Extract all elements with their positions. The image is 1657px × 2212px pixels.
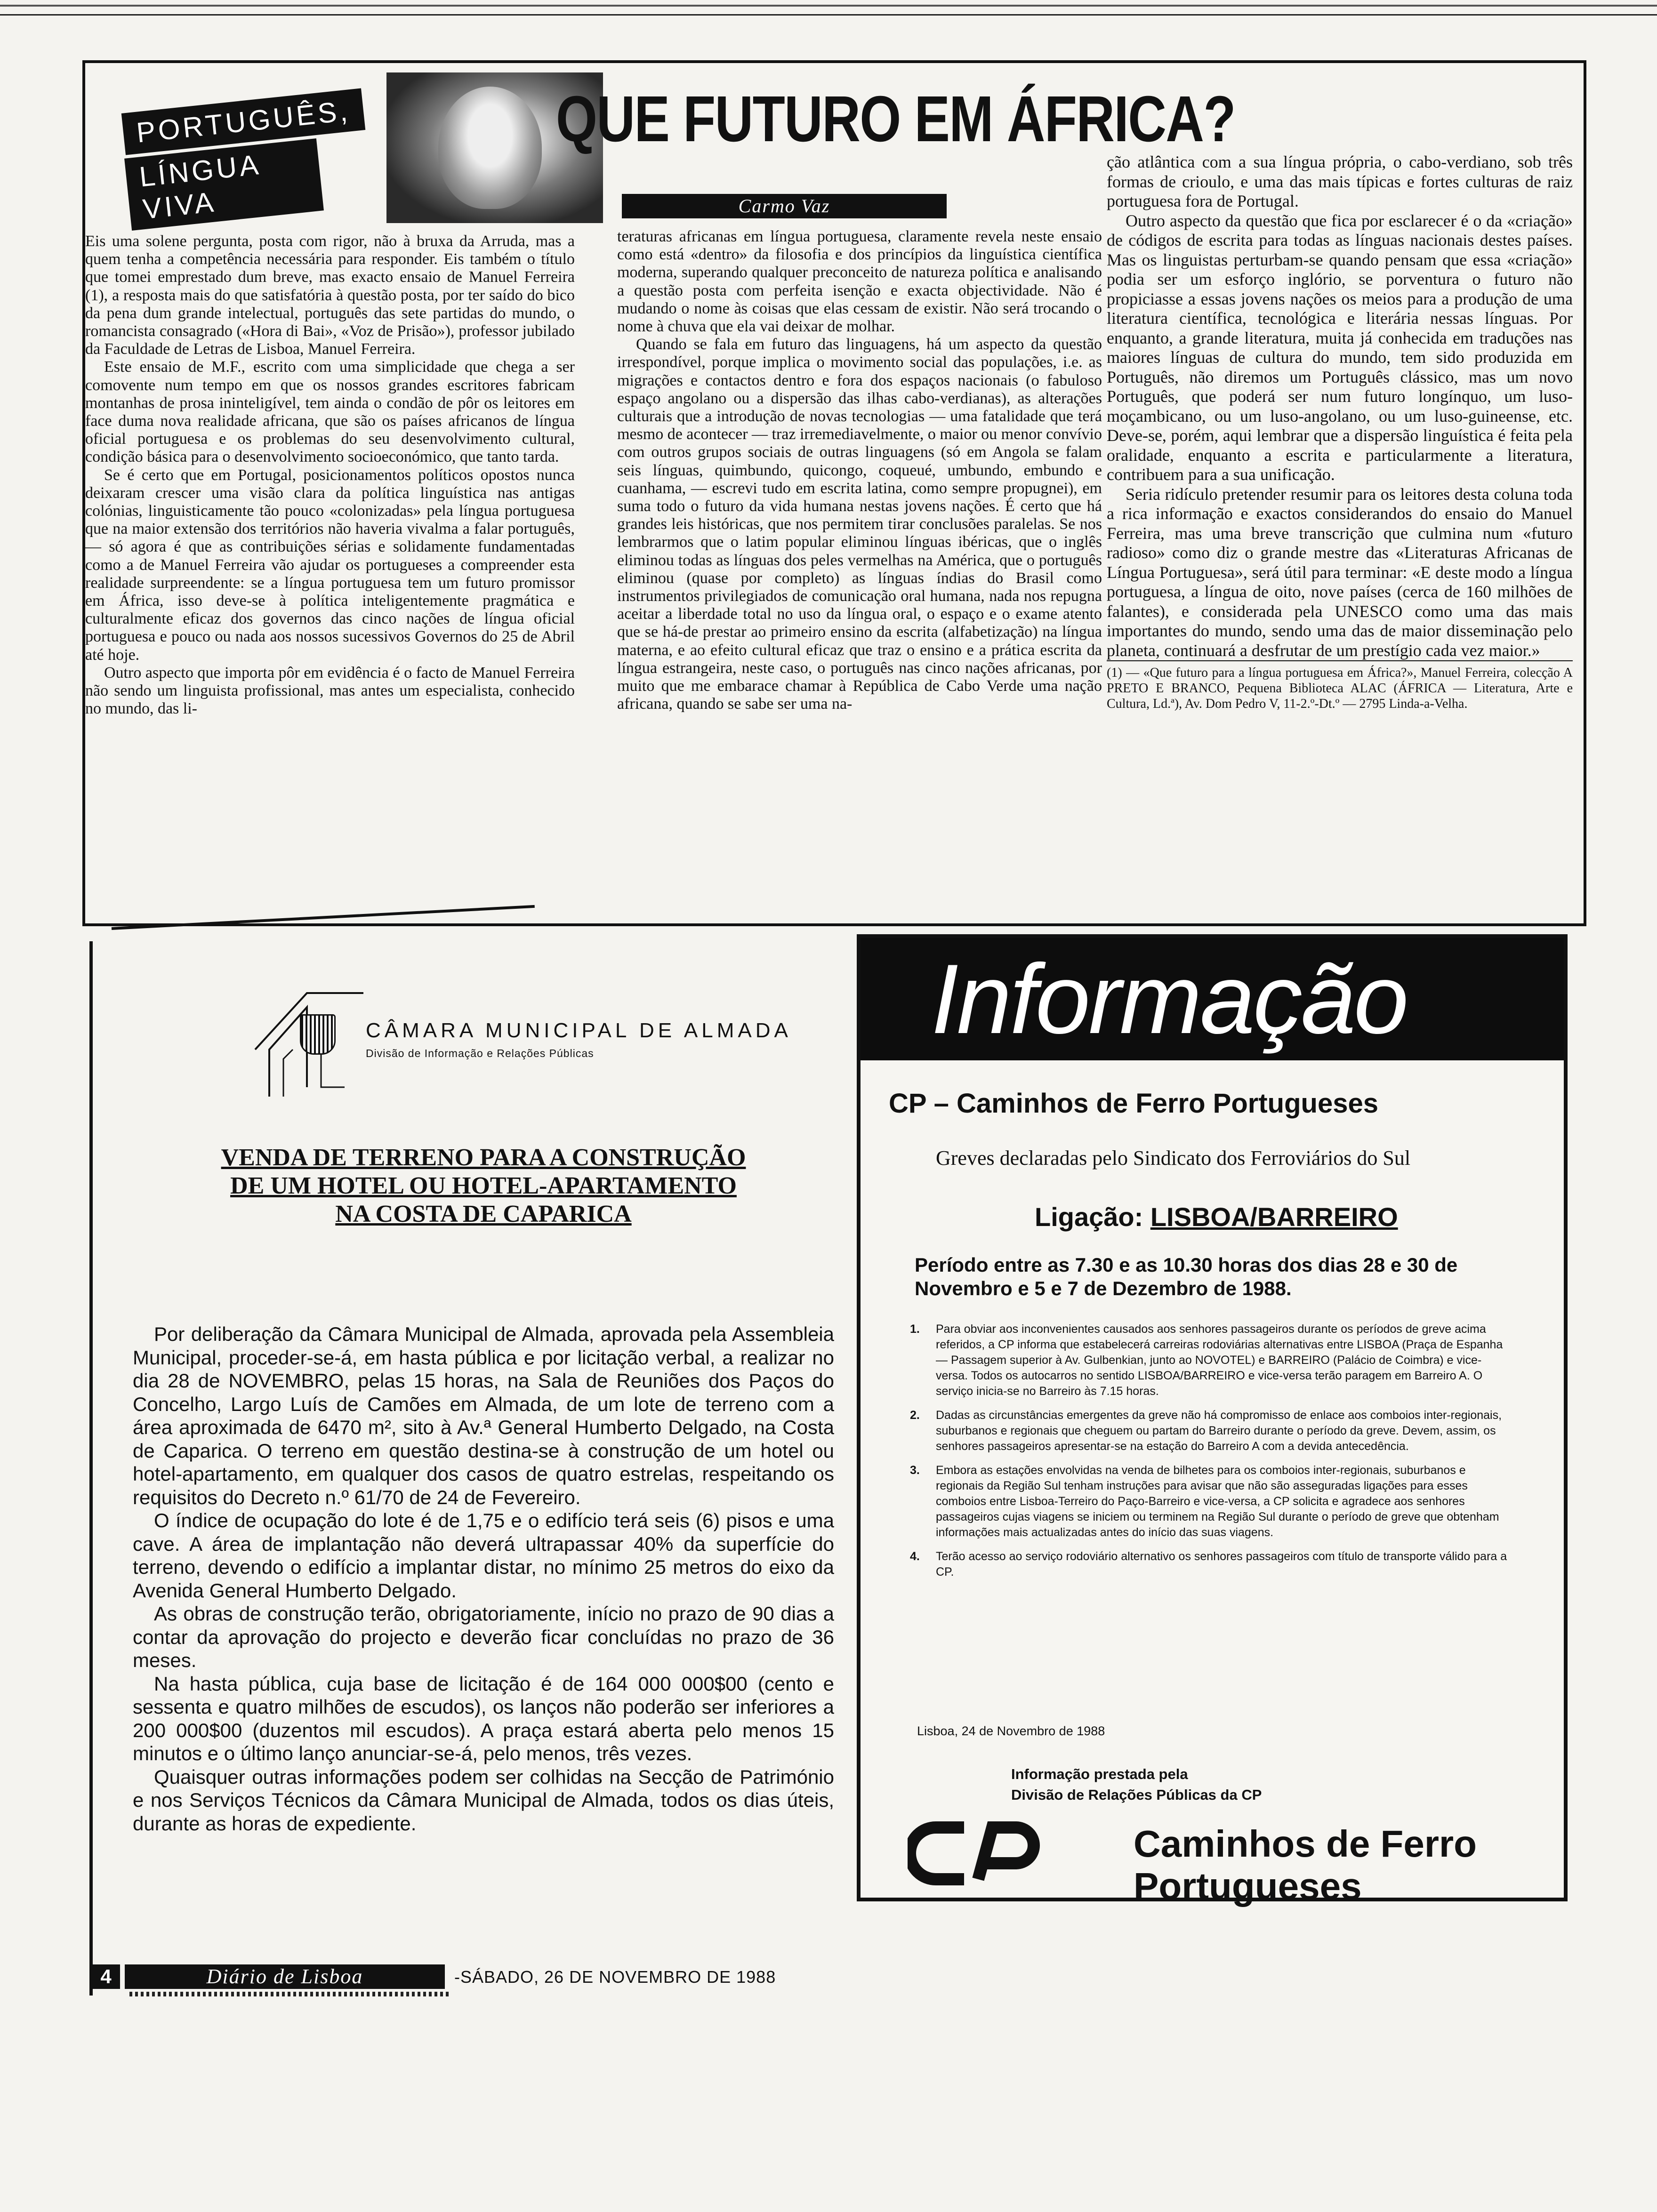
info-line: Informação prestada pela (1011, 1766, 1188, 1782)
paragraph: Outro aspecto da questão que fica por esclarecer é o da «criação» de códigos de escrita para todas as línguas nacionais destes países. Mas os linguistas perturbam-se quando pensam que essa «criação» podia ser um esforço inglório, se porventura o futuro não propiciasse a essas jovens nações os meios para a produção de uma literatura científica, tecnológica e literária nessas línguas. Por enquanto, a grande literatura, muita já conhecida em traduções nas maiores línguas de cultura do mundo, tem sido produzida em Português, não diremos um Português clássico, mas um novo Português, que poderá ser num futuro longínquo, um luso-moçambicano, ou um luso-angolano, ou um luso-guineense, etc. Deve-se, porém, aqui lembrar que a dispersão linguística é feita pela oralidade, enquanto a escrita e particularmente a literatura, contribuem para a sua unificação. (1107, 211, 1573, 484)
list-item (910, 1408, 1508, 1454)
ad-body (133, 1322, 834, 1835)
footer-date: -SÁBADO, 26 DE NOVEMBRO DE 1988 (454, 1967, 776, 1987)
list-item (910, 1322, 1508, 1399)
ad-title-line: DE UM HOTEL OU HOTEL-APARTAMENTO (230, 1172, 737, 1199)
article-byline: Carmo Vaz (622, 194, 947, 218)
item-number: 2. (910, 1409, 920, 1422)
item-text: Terão acesso ao serviço rodoviário alternativo os senhores passageiros com título de transporte válido para a CP. (936, 1550, 1507, 1579)
article-column-3 (1107, 152, 1573, 712)
item-text: Para obviar aos inconvenientes causados aos senhores passageiros durante os períodos de greve acima referidos, a CP informa que estabelecerá carreiras rodoviárias alternativas entre LISBOA (Praça de Espanha — Passagem superior à Av. Gulbenkian, junto ao NOVOTEL) e BARREIRO (Palácio de Coimbra) e vice-versa. Todos os autocarros no sentido LISBOA/BARREIRO e vice-versa terão paragem em Barreiro A. O serviço inicia-se no Barreiro às 7.15 horas. (936, 1322, 1503, 1398)
item-number: 3. (910, 1464, 920, 1477)
ad-title-line: NA COSTA DE CAPARICA (335, 1201, 632, 1227)
footnote: (1) — «Que futuro para a língua portuguesa em África?», Manuel Ferreira, colecção A PRETO E BRANCO, Pequena Biblioteca ALAC (ÁFRICA — Literatura, Arte e Cultura, Ld.ª), Av. Dom Pedro V, 11-2.º-Dt.º — 2795 Linda-a-Velha. (1107, 660, 1573, 712)
org-title: CÂMARA MUNICIPAL DE ALMADA (366, 1019, 792, 1042)
cp-notice-list (910, 1322, 1508, 1588)
page-footer (92, 1963, 776, 1991)
paragraph: teraturas africanas em língua portuguesa, claramente revela neste ensaio como está «dentro» da filosofia e dos princípios da linguística científica moderna, superando qualquer preconceito de natureza política e analisando a questão posta com perfeita isenção e exacta objectividade. Não é mudando o nome às coisas que elas cessam de existir. Não será trocando o nome à chuva que ela vai deixar de molhar. (617, 228, 1102, 336)
item-number: 4. (910, 1550, 920, 1563)
paragraph: As obras de construção terão, obrigatoriamente, início no prazo de 90 dias a contar da aprovação do projecto e deverão ficar concluídas no prazo de 36 meses. (133, 1603, 834, 1671)
paragraph: ção atlântica com a sua língua própria, o cabo-verdiano, sob três formas de crioulo, e uma das mais típicas e fortes culturas de raiz portuguesa fora de Portugal. (1107, 152, 1573, 210)
section-kicker (123, 72, 352, 225)
portrait-face (438, 87, 542, 209)
page-number: 4 (92, 1964, 120, 1989)
connection-label: Ligação: (1035, 1202, 1143, 1232)
top-rule (0, 0, 1657, 16)
connection-value: LISBOA/BARREIRO (1150, 1202, 1398, 1232)
ad-title-line: VENDA DE TERRENO PARA A CONSTRUÇÃO (221, 1144, 746, 1171)
cp-info (1011, 1764, 1262, 1805)
cp-period: Período entre as 7.30 e as 10.30 horas dos dias 28 e 30 de Novembro e 5 e 7 de Dezembro de 1988. (915, 1254, 1458, 1299)
list-item (910, 1549, 1508, 1580)
article-column-1 (85, 232, 575, 718)
paragraph: O índice de ocupação do lote é de 1,75 e o edifício terá seis (6) pisos e uma cave. A área de implantação não deverá ultrapassar 40% da superfície do terreno, devendo o edifício a implantar distar, no mínimo 25 metros do eixo da Avenida General Humberto Delgado. (133, 1509, 834, 1602)
cp-connection (1035, 1202, 1398, 1232)
item-number: 1. (910, 1322, 920, 1336)
cp-banner: Informação (861, 938, 1564, 1060)
cp-subtitle: Greves declaradas pelo Sindicato dos Ferroviários do Sul (936, 1146, 1411, 1170)
org-subtitle: Divisão de Informação e Relações Públicas (366, 1047, 594, 1059)
brand-line: Portugueses (1134, 1865, 1362, 1907)
paragraph: Se é certo que em Portugal, posicionamentos políticos opostos nunca deixaram crescer uma visão clara da política linguística nas antigas colónias, linguisticamente tão pouco «colonizadas» pela língua portuguesa que na maior extensão dos territórios não haveria vivalma a falar português, — só agora é que as contribuições sérias e solidamente fundamentadas como a de Manuel Ferreira vão ajudar os portugueses a compreender esta realidade surpreendente: se a língua portuguesa tem um futuro promissor em África, isso deve-se à política inteligentemente pragmática e culturalmente eficaz dos governos das cinco nações de língua oficial portuguesa e pouco ou nada aos nossos sucessivos Governos do 25 de Abril até hoje. (85, 466, 575, 664)
paragraph: Quaisquer outras informações podem ser colhidas na Secção de Património e nos Serviços Técnicos da Câmara Municipal de Almada, todos os dias úteis, durante as horas de expediente. (133, 1765, 834, 1835)
cp-logo-icon (908, 1818, 1044, 1889)
footer-rule (129, 1992, 450, 1996)
item-text: Dadas as circunstâncias emergentes da greve não há compromisso de enlace aos comboios inter-regionais, suburbanos e regionais que cheguem ou partam do Barreiro durante o período da greve. Devem, assim, os senhores passageiros apresentar-se na estação do Barreiro A com a devida antecedência. (936, 1409, 1502, 1453)
article-box (82, 60, 1586, 926)
paragraph: Quando se fala em futuro das linguagens, há um aspecto da questão irrespondível, porque implica o movimento social das populações, i.e. as migrações e contactos dentro e fora dos espaços nacionais (o fabuloso espaço angolano ou a dispersão das ilhas cabo-verdianas), as alterações culturais que a introdução de novas tecnologias — uma fatalidade que terá mesmo de acontecer — traz irremediavelmente, o maior ou menor convívio com outros grupos sociais de outras linguagens (só em Angola se falam seis línguas, quimbundo, quicongo, coqueué, umbundo, embundo e cuanhama, — escrevi tudo em escrita latina, como sempre propugnei), em suma todo o futuro da vida humana nestas jovens nações. É certo que há grandes leis históricas, que nos permitem tirar conclusões paralelas. Se nos lembrarmos que o latim popular eliminou línguas ibéricas, que o inglês eliminou todas as línguas dos peles vermelhas na América, que o português eliminou (quase por completo) as línguas índias do Brasil como instrumentos privilegiados de comunicação oral humana, nada nos repugna aceitar a liberdade total no uso da língua oral, o espaço e o exame atento que se há-de prestar ao primeiro ensino da escrita (alfabetização) na língua materna, e ao efeito cultural eficaz que traz o ensino e a prática escrita da língua estrangeira, neste caso, o português nas cinco nações africanas, por muito que me embarace chamar à República de Cabo Verde uma nação africana, quando se sabe ser uma na- (617, 336, 1102, 713)
article-headline: QUE FUTURO EM ÁFRICA? (556, 83, 1235, 155)
paragraph: Eis uma solene pergunta, posta com rigor, não à bruxa da Arruda, mas a quem tenha a competência necessária para responder. Eis também o título que tomei emprestado dum breve, mas exacto ensaio de Manuel Ferreira (1), a resposta mais do que satisfatória à questão posta, por ter saído do bico da pena dum grande intelectual, português das sete partidas do mundo, o romancista consagrado («Hora di Bai», «Voz de Prisão»), professor jubilado da Faculdade de Letras de Lisboa, Manuel Ferreira. (85, 232, 575, 358)
ad-title (177, 1144, 789, 1228)
info-line: Divisão de Relações Públicas da CP (1011, 1787, 1262, 1803)
cp-brand (1134, 1823, 1477, 1907)
list-item (910, 1463, 1508, 1540)
paragraph: Na hasta pública, cuja base de licitação é de 164 000 000$00 (cento e sessenta e quatro milhões de escudos), os lanços não poderão ser inferiores a 200 000$00 (duzentos mil escudos). A praça estará aberta pelo menos 15 minutos e o último lanço anunciar-se-á, pelo menos, três vezes. (133, 1672, 834, 1764)
cp-date: Lisboa, 24 de Novembro de 1988 (917, 1724, 1105, 1738)
paragraph: Este ensaio de M.F., escrito com uma simplicidade que chega a ser comovente num tempo em que os nossos grandes escritores fabricam montanhas de prosa ininteligível, tem ainda o condão de pôr os leitores em face duma nova realidade africana, que são os países africanos de língua oficial portuguesa e os problemas do seu desenvolvimento cultural, condição básica para o desenvolvimento socioeconómico, que tanto tarda. (85, 358, 575, 466)
item-text: Embora as estações envolvidas na venda de bilhetes para os comboios inter-regionais, suburbanos e regionais da Região Sul tenham instruções para avisar que não são asseguradas ligações para esses comboios entre Lisboa-Terreiro do Paço-Barreiro e vice-versa, a CP solicita e agradece aos senhores passageiros cujas viagens se iniciem ou terminem na Região Sul durante o período de greve que obtenham informações mais actualizadas antes do início das suas viagens. (936, 1464, 1499, 1539)
paragraph: Por deliberação da Câmara Municipal de Almada, aprovada pela Assembleia Municipal, proceder-se-á, em hasta pública e por licitação verbal, a realizar no dia 28 de NOVEMBRO, pelas 15 horas, na Sala de Reuniões dos Paços do Concelho, Largo Luís de Camões em Almada, de um lote de terreno com a área aproximada de 6470 m², sito à Av.ª General Humberto Delgado, na Costa de Caparica. O terreno em questão destina-se à construção de um hotel ou hotel-apartamento, em qualquer dos casos de quatro estrelas, respeitando os requisitos do Decreto n.º 61/70 de 24 de Fevereiro. (133, 1323, 834, 1508)
kicker-line-1: PORTUGUÊS, (121, 88, 365, 155)
cp-title: CP – Caminhos de Ferro Portugueses (889, 1088, 1378, 1119)
paragraph: Outro aspecto que importa pôr em evidência é o facto de Manuel Ferreira não sendo um linguista profissional, mas antes um especialista, conhecido no mundo, das li- (85, 664, 575, 718)
masthead: Diário de Lisboa (125, 1964, 445, 1989)
kicker-line-2: LÍNGUA VIVA (124, 138, 324, 231)
article-column-2 (617, 228, 1102, 713)
almada-advertisement (89, 941, 855, 1996)
cp-advertisement (857, 934, 1568, 1907)
municipal-crest-icon (300, 1014, 336, 1055)
brand-line: Caminhos de Ferro (1134, 1823, 1477, 1865)
paragraph: Seria ridículo pretender resumir para os leitores desta coluna toda a rica informação e exactos considerandos do ensaio do Manuel Ferreira, mas uma breve transcrição que culmina num «futuro radioso» como diz o grande mestre das «Literaturas Africanas de Língua Portuguesa», será útil para terminar: «E deste modo a língua portuguesa, a língua de oito, nove países (cerca de 160 milhões de falantes), e considerada pela UNESCO como uma das mais importantes do mundo, sendo uma das de maior disseminação pelo planeta, continuará a desfrutar de um prestígio cada vez maior.» (1107, 484, 1573, 660)
